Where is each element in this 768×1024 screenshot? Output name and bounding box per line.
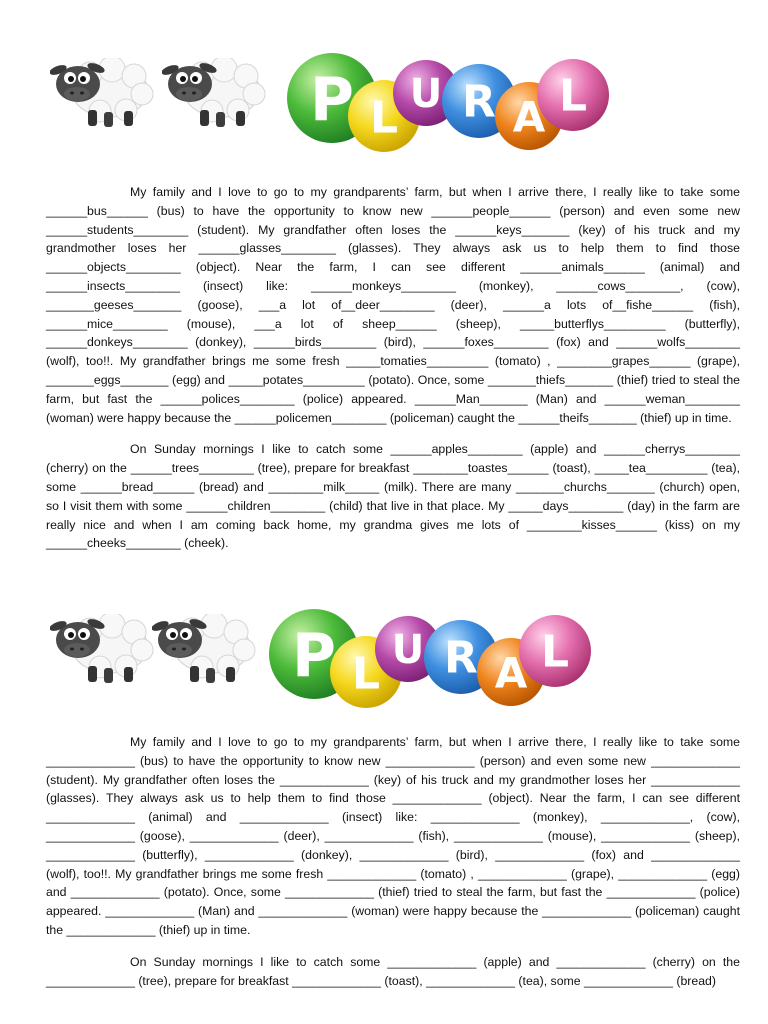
title-letter: A — [512, 92, 546, 142]
title-letter: L — [558, 70, 588, 122]
worksheet-paragraph-2: On Sunday mornings I like to catch some ______apples________ (apple) and ______cherrys________ (cherry) on the ______trees________ (tree), prepare for breakfast ________toastes______ (toast), _____tea_________ (tea), some ______bread______ (bread) and ________milk_____ (milk). There are many _______churchs_______ (church) open, so I visit them with some ______children________ (child) that live in that place. My _____days________ (day) in the farm are really nice and when I am coming back home, my grandma gives me lots of ________kisses______ (kiss) on my ______cheeks________ (cheek). — [46, 442, 740, 551]
answered-worksheet — [46, 183, 740, 553]
sheep-icon — [50, 58, 154, 132]
title-letter: L — [369, 92, 399, 144]
worksheet-paragraph-1: My family and I love to go to my grandparents’ farm, but when I arrive there, I really like to take some _____________ (bus) to have the opportunity to know new _____________ (person) and even some new _____________ (student). My grandfather often loses the _____________ (key) of his truck and my grandmother loses her _____________ (glasses). They always ask us to help them to find those _____________ (object). Near the farm, I can see different _____________ (animal) and _____________ (insect) like: _____________ (monkey), _____________, (cow), _____________ (goose), _____________ (deer), _____________ (fish), _____________ (mouse), _____________ (sheep), _____________ (butterfly), _____________ (donkey), _____________ (bird), _____________ (fox) and _____________ (wolf), too!!. My grandfather brings me some fresh _____________ (tomato) , _____________ (grape), _____________ (egg) and _____________ (potato). Once, some _____________ (thief) tried to steal the farm, but fast the _____________ (police) appeared. _____________ (Man) and _____________ (woman) were happy because the _____________ (policeman) caught the _____________ (thief) up in time. — [46, 735, 740, 937]
blank-worksheet — [46, 733, 740, 990]
title-letter: P — [292, 621, 336, 691]
plural-title — [280, 46, 620, 158]
title-letter: P — [310, 65, 354, 135]
plural-title — [262, 602, 602, 714]
sheep-icon — [152, 614, 256, 688]
title-letter: U — [391, 627, 425, 673]
title-letter: L — [540, 626, 570, 678]
plural-header — [40, 46, 640, 156]
title-letter: A — [494, 648, 528, 698]
title-letter: R — [462, 76, 496, 128]
worksheet-paragraph-1: My family and I love to go to my grandparents’ farm, but when I arrive there, I really like to take some ______bus______ (bus) to have the opportunity to know new ______people______ (person) and even some new ______students________ (student). My grandfather often loses the ______keys_______ (key) of his truck and my grandmother loses her ______glasses________ (glasses). They always ask us to help them to find those ______objects________ (object). Near the farm, I can see different ______animals______ (animal) and ______insects________ (insect) like: ______monkeys________ (monkey), ______cows________, (cow), _______geeses_______ (goose), ___a lot of__deer________ (deer), ______a lots of__fishe______ (fish), ______mice________ (mouse), ___a lot of sheep______ (sheep), _____butterflys_________ (butterfly), ______donkeys________ (donkey), ______birds________ (bird), ______foxes________ (fox) and ______wolfs________ (wolf), too!!. My grandfather brings me some fresh _____tomaties_________ (tomato) , ________grapes______ (grape), _______eggs_______ (egg) and _____potates_________ (potato). Once, some _______thiefs_______ (thief) tried to steal the farm, but fast the ______polices________ (police) appeared. ______Man_______ (Man) and ______weman________ (woman) were happy because the ______policemen________ (policeman) caught the ______theifs_______ (thief) up in time. — [46, 185, 740, 425]
title-letter: L — [351, 648, 381, 700]
title-letter: R — [444, 632, 478, 684]
sheep-icon — [50, 614, 154, 688]
sheep-icon — [162, 58, 266, 132]
title-letter: U — [409, 71, 443, 117]
plural-header — [40, 602, 640, 712]
worksheet-paragraph-2: On Sunday mornings I like to catch some _____________ (apple) and _____________ (cherry) on the _____________ (tree), prepare for breakfast _____________ (toast), _____________ (tea), some _____________ (bread) — [46, 954, 740, 988]
